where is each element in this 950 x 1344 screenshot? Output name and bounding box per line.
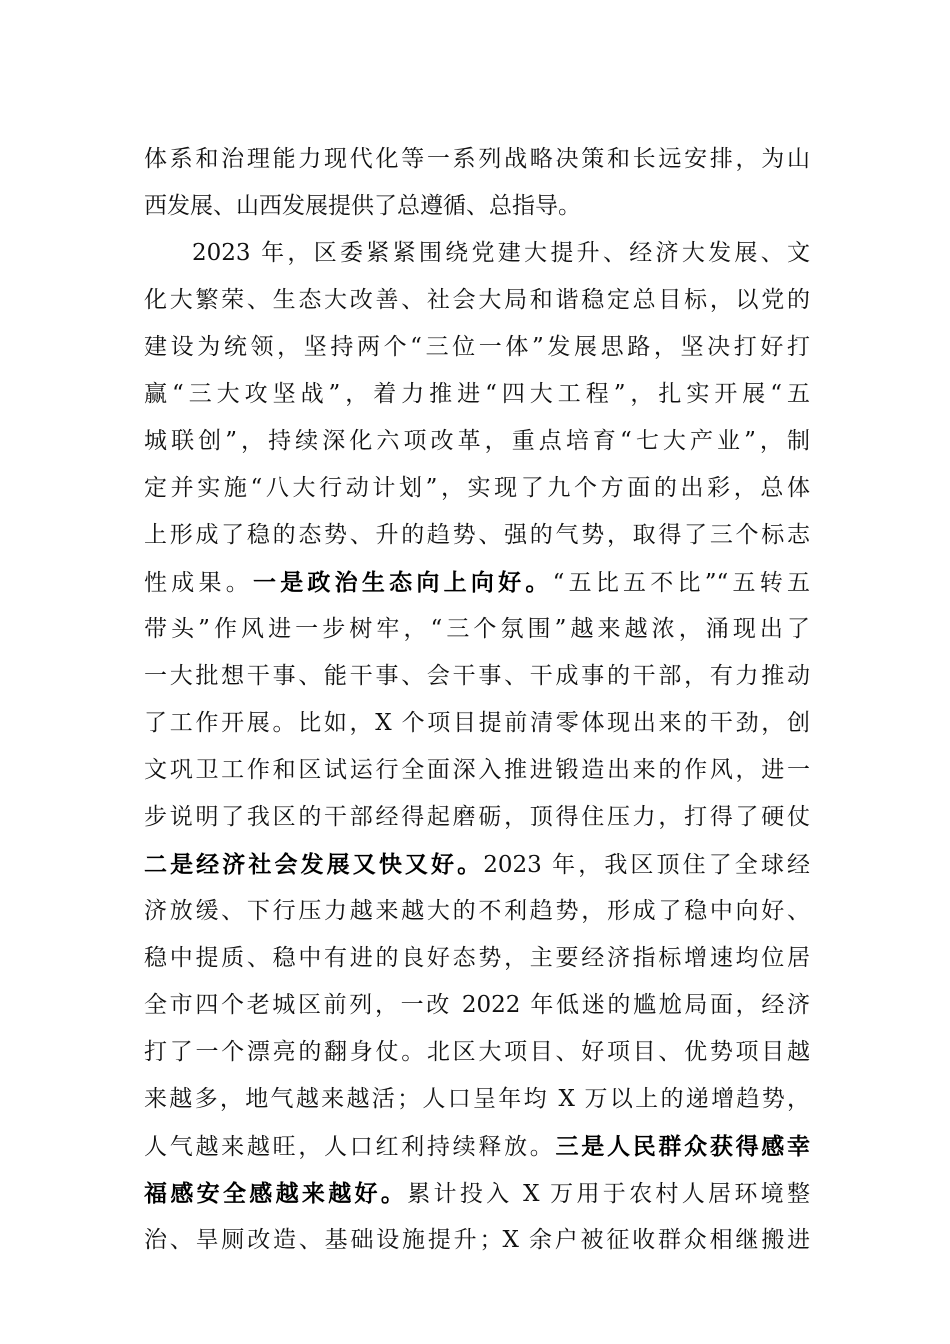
text-segment: 一大批想干事、能干事、会干事、干成事的干部，有力推动 [144,663,810,689]
text-line [144,794,810,841]
text-line [144,324,810,371]
text-segment: 人气越来越旺，人口红利持续释放。 [144,1134,556,1160]
text-line [144,1123,810,1170]
text-segment: 上形成了稳的态势、升的趋势、强的气势，取得了三个标志 [144,522,810,548]
text-line [144,1217,810,1264]
text-line [144,559,810,606]
text-line [144,465,810,512]
bold-heading-phrase: 二是经济社会发展又快又好。 [144,851,484,878]
text-segment: 城联创”，持续深化六项改革，重点培育“七大产业”，制 [144,428,810,454]
text-line [144,841,810,888]
text-line [144,418,810,465]
text-segment: 2023 年，区委紧紧围绕党建大提升、经济大发展、文 [192,240,810,266]
text-segment: 了工作开展。比如，X 个项目提前清零体现出来的干劲，创 [144,710,810,736]
text-line [144,1029,810,1076]
bold-heading-phrase: 福感安全感越来越好。 [144,1180,408,1207]
text-segment: 带头”作风进一步树牢，“三个氛围”越来越浓，涌现出了 [144,616,810,642]
text-line [144,277,810,324]
text-line [144,136,810,183]
text-line [144,700,810,747]
text-line [144,653,810,700]
text-segment: 文巩卫工作和区试运行全面深入推进锻造出来的作风，进一 [144,757,810,783]
text-segment: 来越多，地气越来越活；人口呈年均 X 万以上的递增趋势， [144,1086,810,1112]
text-segment: 定并实施“八大行动计划”，实现了九个方面的出彩，总体 [144,475,810,501]
text-line [144,606,810,653]
text-segment: 性成果。 [144,570,253,596]
document-body [144,136,810,1264]
text-line [144,183,810,230]
text-segment: 建设为统领，坚持两个“三位一体”发展思路，坚决打好打 [144,334,810,360]
text-segment: 2023 年，我区顶住了全球经 [483,852,810,878]
text-line [144,1076,810,1123]
bold-heading-phrase: 一是政治生态向上向好。 [252,569,553,596]
text-line [144,935,810,982]
text-segment: 累计投入 X 万用于农村人居环境整 [407,1181,810,1207]
text-segment: 打了一个漂亮的翻身仗。北区大项目、好项目、优势项目越 [144,1039,810,1065]
text-line [144,1170,810,1217]
text-segment: 赢“三大攻坚战”，着力推进“四大工程”，扎实开展“五 [144,381,810,407]
text-segment: “五比五不比”“五转五 [552,570,810,596]
text-segment: 西发展、山西发展提供了总遵循、总指导。 [144,193,581,219]
text-line [144,230,810,277]
text-segment: 步说明了我区的干部经得起磨砺，顶得住压力，打得了硬仗 [144,804,810,830]
text-segment: 全市四个老城区前列，一改 2022 年低迷的尴尬局面，经济 [144,992,810,1018]
text-line [144,888,810,935]
text-line [144,512,810,559]
text-line [144,982,810,1029]
text-line [144,371,810,418]
bold-heading-phrase: 三是人民群众获得感幸 [555,1133,811,1160]
text-segment: 稳中提质、稳中有进的良好态势，主要经济指标增速均位居 [144,945,810,971]
text-segment: 体系和治理能力现代化等一系列战略决策和长远安排，为山 [144,146,810,172]
text-segment: 济放缓、下行压力越来越大的不利趋势，形成了稳中向好、 [144,898,810,924]
text-segment: 化大繁荣、生态大改善、社会大局和谐稳定总目标，以党的 [144,287,810,313]
text-segment: 治、旱厕改造、基础设施提升；X 余户被征收群众相继搬进 [144,1227,810,1253]
text-line [144,747,810,794]
